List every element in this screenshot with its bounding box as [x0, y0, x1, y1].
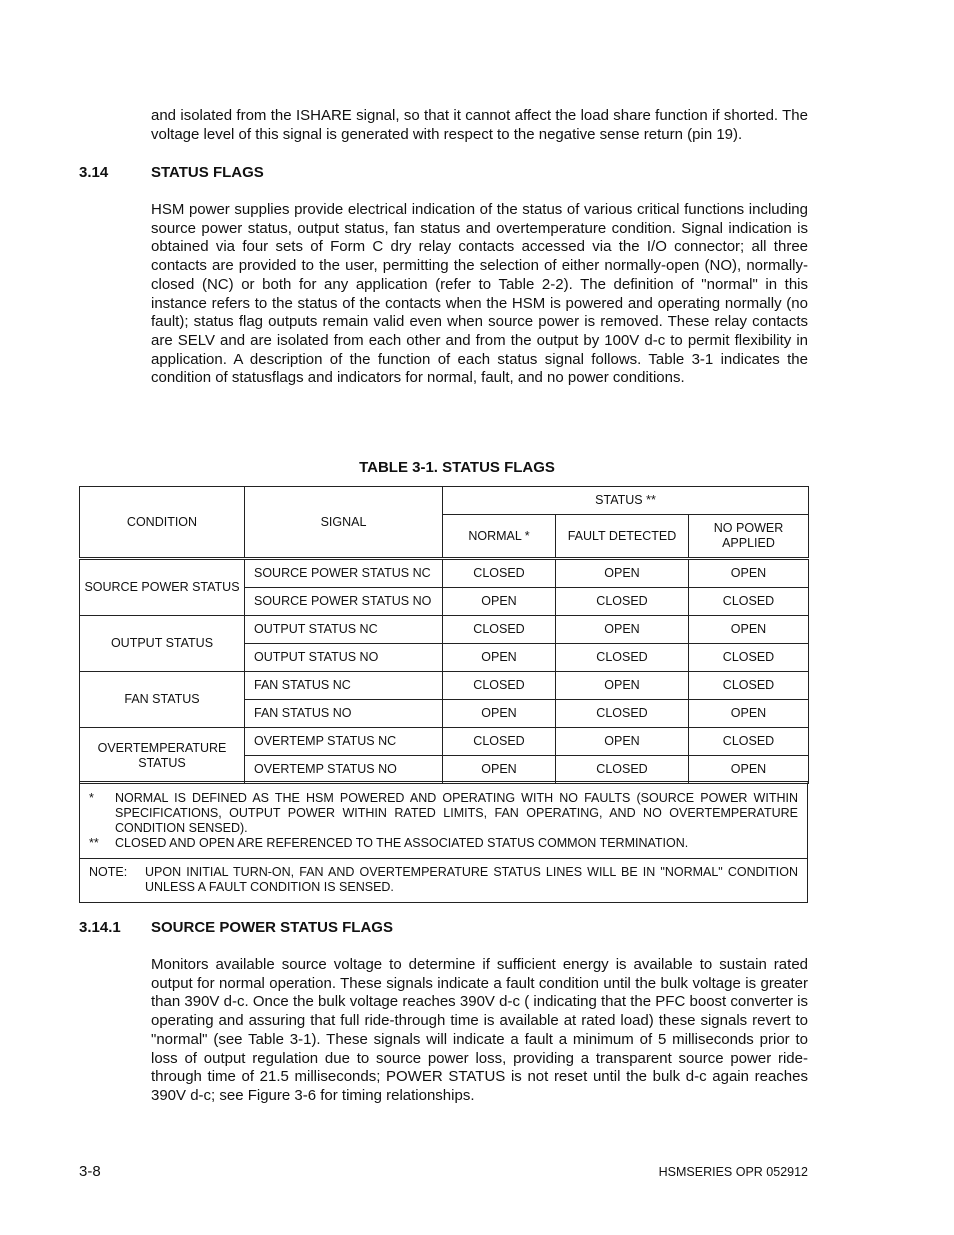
table-title: TABLE 3-1. STATUS FLAGS	[359, 459, 555, 476]
signal-cell: SOURCE POWER STATUS NC	[245, 559, 443, 588]
signal-cell: OUTPUT STATUS NO	[245, 644, 443, 672]
no-power-cell: OPEN	[689, 559, 809, 588]
footnotes-box	[80, 784, 807, 859]
status-flags-table	[79, 486, 809, 784]
section-title: SOURCE POWER STATUS FLAGS	[151, 919, 393, 936]
section-3-14-heading	[79, 164, 264, 181]
header-fault: FAULT DETECTED	[556, 515, 689, 559]
fault-cell: CLOSED	[556, 588, 689, 616]
signal-cell: SOURCE POWER STATUS NO	[245, 588, 443, 616]
condition-cell: OUTPUT STATUS	[80, 616, 245, 672]
normal-cell: OPEN	[443, 700, 556, 728]
no-power-cell: OPEN	[689, 756, 809, 784]
fault-cell: OPEN	[556, 616, 689, 644]
normal-cell: CLOSED	[443, 728, 556, 756]
table-row	[80, 616, 809, 644]
condition-cell: OVERTEMPERATURE STATUS	[80, 728, 245, 784]
note	[89, 865, 798, 895]
no-power-cell: CLOSED	[689, 644, 809, 672]
no-power-cell: OPEN	[689, 616, 809, 644]
table-row	[80, 672, 809, 700]
normal-cell: OPEN	[443, 756, 556, 784]
page-number: 3-8	[79, 1163, 101, 1180]
condition-cell: SOURCE POWER STATUS	[80, 559, 245, 616]
section-3-14-1-heading	[79, 919, 393, 936]
normal-cell: OPEN	[443, 644, 556, 672]
footnote-text: NORMAL IS DEFINED AS THE HSM POWERED AND OPERATING WITH NO FAULTS (SOURCE POWER WITHIN SPECIFICATIONS, OUTPUT POWER WITHIN RATED LIMITS, FAN OPERATING, AND NO OVERTEMPERATURE CONDITION SENSED).	[115, 791, 798, 835]
no-power-cell: OPEN	[689, 700, 809, 728]
header-no-power: NO POWER APPLIED	[689, 515, 809, 559]
no-power-cell: CLOSED	[689, 728, 809, 756]
signal-cell: OVERTEMP STATUS NC	[245, 728, 443, 756]
footnote-mark: **	[89, 836, 99, 850]
signal-cell: OUTPUT STATUS NC	[245, 616, 443, 644]
section-number: 3.14.1	[79, 919, 121, 936]
header-normal: NORMAL *	[443, 515, 556, 559]
section-title: STATUS FLAGS	[151, 164, 264, 181]
signal-cell: FAN STATUS NO	[245, 700, 443, 728]
no-power-cell: CLOSED	[689, 588, 809, 616]
table-notes	[79, 781, 808, 903]
fault-cell: OPEN	[556, 672, 689, 700]
footnote-mark: *	[89, 791, 94, 805]
section-3-14-body: HSM power supplies provide electrical indication of the status of various critical functions including source power status, output status, fan status and overtemperature condition. Signal indication is obtained via four sets of Form C dry relay contacts accessed via the I/O connector; all three contacts are provided to the user, permitting the selection of either normally-open (NO), normally-closed (NC) or both for any application (refer to Table 2-2). The definition of "normal" in this instance refers to the status of the contacts when the HSM is powered and operating normally (no fault); status flag outputs remain valid even when source power is removed. These relay contacts are SELV and are isolated from each other and from the output by 100V d-c to permit flexibility in application. A description of the function of each status signal follows. Table 3-1 indicates the condition of statusflags and indicators for normal, fault, and no power conditions.	[151, 201, 808, 387]
table-row	[80, 728, 809, 756]
footnote	[89, 836, 798, 851]
normal-cell: OPEN	[443, 588, 556, 616]
signal-cell: OVERTEMP STATUS NO	[245, 756, 443, 784]
table-row	[80, 559, 809, 588]
normal-cell: CLOSED	[443, 559, 556, 588]
fault-cell: CLOSED	[556, 644, 689, 672]
fault-cell: OPEN	[556, 728, 689, 756]
document-id: HSMSERIES OPR 052912	[658, 1165, 808, 1179]
intro-paragraph: and isolated from the ISHARE signal, so that it cannot affect the load share function if shorted. The voltage level of this signal is generated with respect to the negative sense return (pin 19).	[151, 107, 808, 143]
note-text: UPON INITIAL TURN-ON, FAN AND OVERTEMPERATURE STATUS LINES WILL BE IN "NORMAL" CONDITION UNLESS A FAULT CONDITION IS SENSED.	[145, 865, 798, 894]
note-box	[80, 859, 807, 902]
fault-cell: CLOSED	[556, 700, 689, 728]
header-condition: CONDITION	[80, 487, 245, 559]
signal-cell: FAN STATUS NC	[245, 672, 443, 700]
footnote	[89, 791, 798, 836]
condition-cell: FAN STATUS	[80, 672, 245, 728]
footnote-text: CLOSED AND OPEN ARE REFERENCED TO THE ASSOCIATED STATUS COMMON TERMINATION.	[115, 836, 689, 850]
normal-cell: CLOSED	[443, 672, 556, 700]
section-3-14-1-body: Monitors available source voltage to determine if sufficient energy is available to sustain rated output for normal operation. These signals indicate a fault condition until the bulk voltage is greater than 390V d-c. Once the bulk voltage reaches 390V d-c ( indicating that the PFC boost converter is operating and assuring that full ride-through time is available at rated load) these signals revert to "normal" (see Table 3-1). These signals will indicate a fault a minimum of 5 milliseconds prior to loss of output regulation due to source power loss, providing a transparent source power ride-through time of 21.5 milliseconds; POWER STATUS is not reset until the bulk d-c again reaches 390V d-c; see Figure 3-6 for timing relationships.	[151, 956, 808, 1104]
normal-cell: CLOSED	[443, 616, 556, 644]
fault-cell: OPEN	[556, 559, 689, 588]
no-power-cell: CLOSED	[689, 672, 809, 700]
section-number: 3.14	[79, 164, 109, 181]
header-status: STATUS **	[443, 487, 809, 515]
note-label: NOTE:	[89, 865, 128, 879]
header-signal: SIGNAL	[245, 487, 443, 559]
fault-cell: CLOSED	[556, 756, 689, 784]
